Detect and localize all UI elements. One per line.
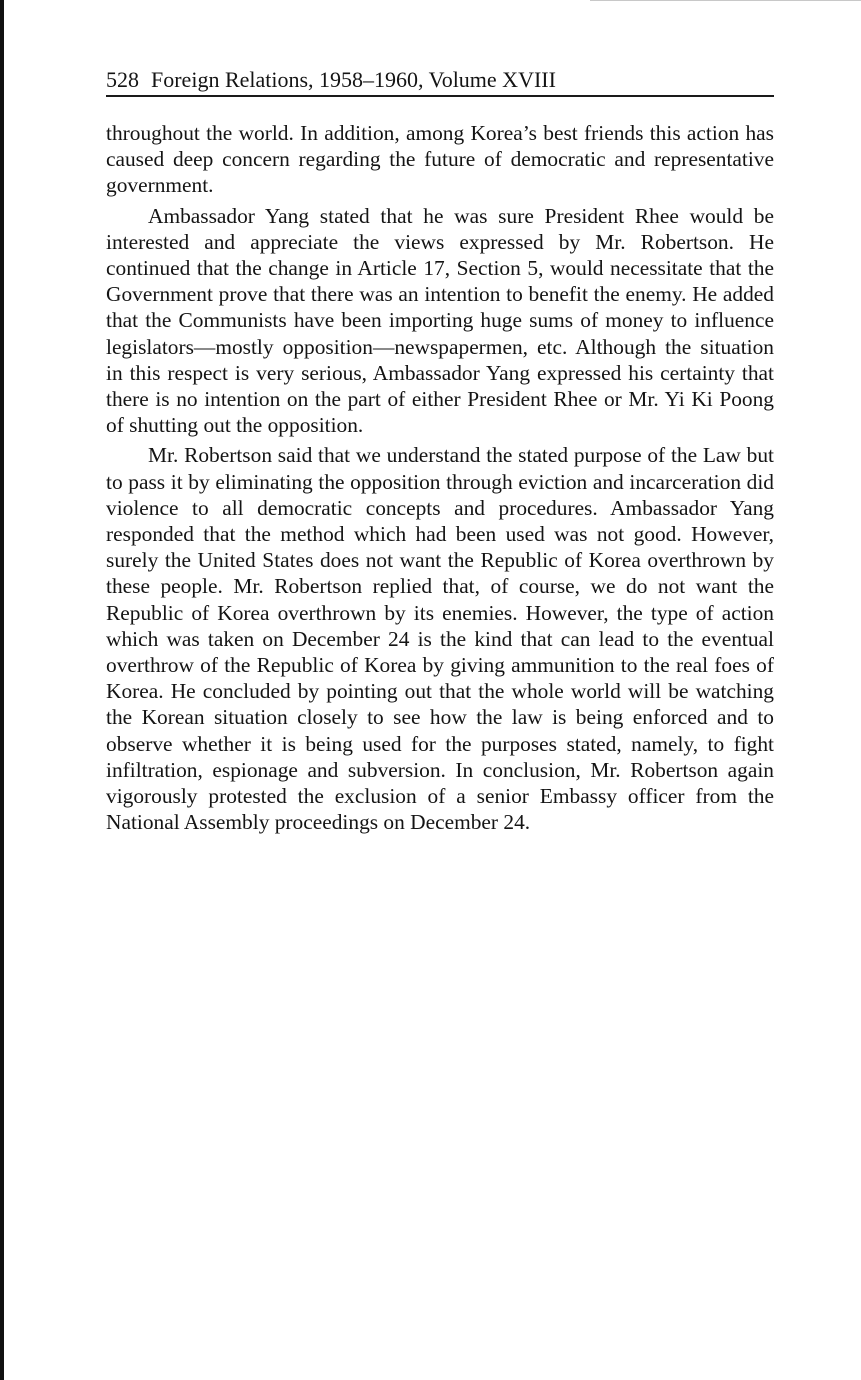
running-head bbox=[106, 66, 774, 96]
header-rule bbox=[106, 95, 774, 97]
page-number: 528 bbox=[106, 67, 139, 92]
page-top-edge bbox=[590, 0, 861, 1]
paragraph-ambassador-yang-response: Ambassador Yang stated that he was sure President Rhee would be interested and appreciate the views expressed by Mr. Robertson. He continued that the change in Article 17, Section 5, would necessitate that the Government prove that there was an intention to benefit the enemy. He added that the Communists have been importing huge sums of money to influence legislators—mostly opposition—newspapermen, etc. Although the situation in this respect is very serious, Ambassador Yang expressed his certainty that there is no intention on the part of either President Rhee or Mr. Yi Ki Poong of shutting out the opposition. bbox=[106, 203, 774, 438]
paragraph-continued: throughout the world. In addition, among Korea’s best friends this action has caused deep concern regarding the future of democratic and representative government. bbox=[106, 121, 774, 198]
page-edge-shadow bbox=[0, 0, 4, 1380]
body-text bbox=[106, 120, 774, 839]
paragraph-robertson-statement: Mr. Robertson said that we understand the stated purpose of the Law but to pass it by eliminating the opposition through eviction and incarceration did violence to all democratic concepts and procedures. Ambassador Yang responded that the method which had been used was not good. However, surely the United States does not want the Republic of Korea overthrown by these people. Mr. Robertson replied that, of course, we do not want the Republic of Korea overthrown by its enemies. However, the type of action which was taken on December 24 is the kind that can lead to the eventual overthrow of the Republic of Korea by giving ammunition to the real foes of Korea. He concluded by pointing out that the whole world will be watching the Korean situation closely to see how the law is being enforced and to observe whether it is being used for the purposes stated, namely, to fight infiltration, espionage and subversion. In conclusion, Mr. Robertson again vigorously protested the exclusion of a senior Embassy officer from the National Assembly proceedings on December 24. bbox=[106, 443, 774, 835]
volume-title: Foreign Relations, 1958–1960, Volume XVIII bbox=[151, 67, 556, 92]
